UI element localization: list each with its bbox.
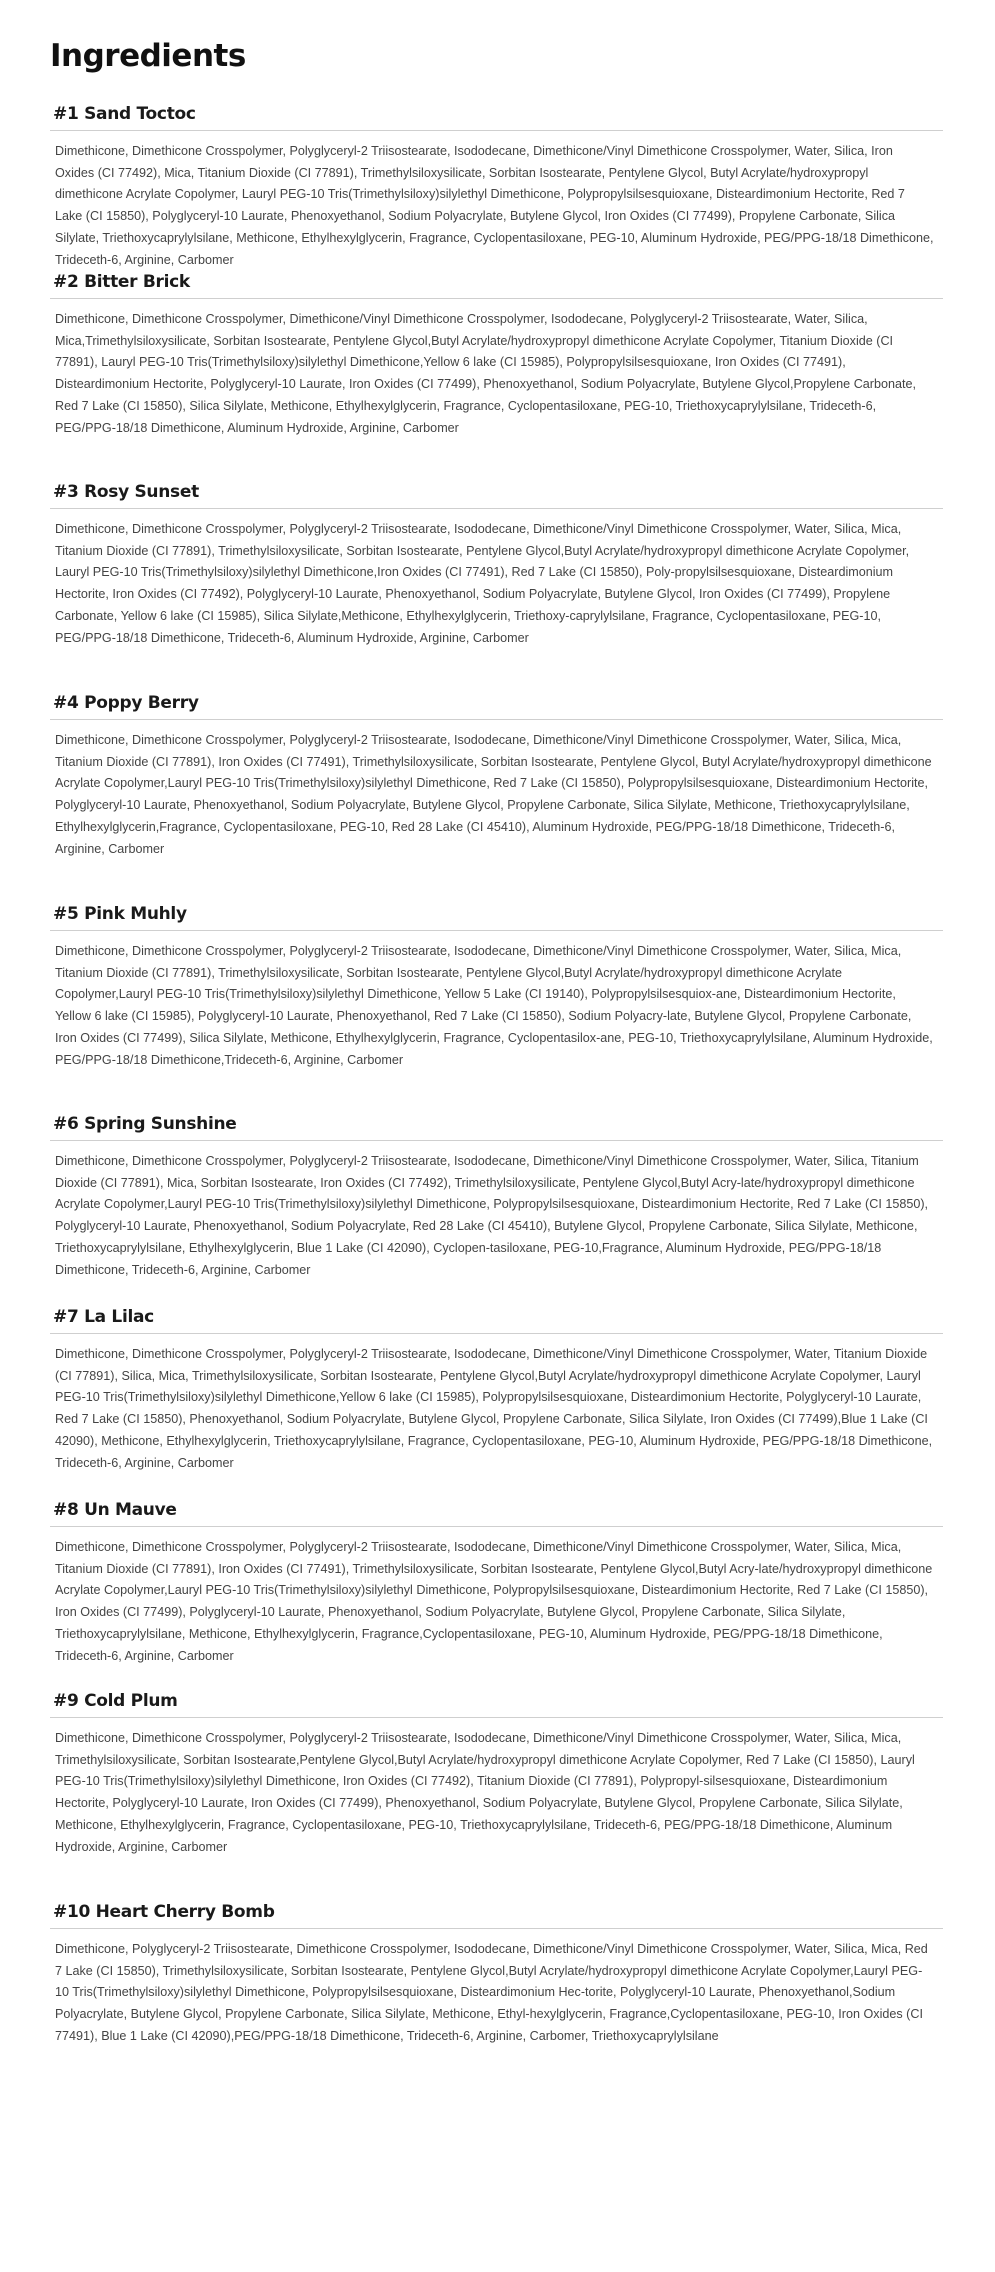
ingredient-section-4 [50,692,943,903]
section-divider [50,298,943,299]
section-title: #9 Cold Plum [53,1691,178,1711]
ingredient-section-9 [50,1690,943,1901]
ingredient-list: Dimethicone, Dimethicone Crosspolymer, Polyglyceryl-2 Triisostearate, Isododecane, Dimethicone/Vinyl Dimethicone Crosspolymer, Water, Silica, Mica, Titanium Dioxide (CI 77891), Trimethylsiloxysilicate, Sorbitan Isostearate, Pentylene Glycol,Butyl Acrylate/hydroxypropyl dimethicone Acrylate Copolymer, Lauryl PEG-10 Tris(Trimethylsiloxy)silylethyl Dimethicone,Iron Oxides (CI 77491), Red 7 Lake (CI 15850), Poly-propylsilsesquioxane, Disteardimonium Hectorite, Iron Oxides (CI 77492), Polyglyceryl-10 Laurate, Phenoxyethanol, Sodium Polyacrylate, Butylene Glycol, Iron Oxides (CI 77499), Propylene Carbonate, Yellow 6 lake (CI 15985), Silica Silylate,Methicone, Ethylhexylglycerin, Triethoxy-caprylylsilane, Fragrance, Cyclopentasiloxane, PEG-10, PEG/PPG-18/18 Dimethicone, Trideceth-6, Aluminum Hydroxide, Arginine, Carbomer [55,522,910,645]
ingredient-section-5 [50,903,943,1113]
ingredient-list: Dimethicone, Dimethicone Crosspolymer, Dimethicone/Vinyl Dimethicone Crosspolymer, Isododecane, Polyglyceryl-2 Triisostearate, Water, Silica, Mica,Trimethylsiloxysilicate, Sorbitan Isostearate, Pentylene Glycol,Butyl Acrylate/hydroxypropyl dimethicone Acrylate Copolymer, Titanium Dioxide (CI 77891), Lauryl PEG-10 Tris(Trimethylsiloxy)silylethyl Dimethicone,Yellow 6 lake (CI 15985), Polypropylsilsesquioxane, Iron Oxides (CI 77491), Disteardimonium Hectorite, Polyglyceryl-10 Laurate, Iron Oxides (CI 77499), Phenoxyethanol, Sodium Polyacrylate, Butylene Glycol,Propylene Carbonate, Red 7 Lake (CI 15850), Silica Silylate, Methicone, Ethylhexylglycerin, Fragrance, Cyclopentasiloxane, PEG-10, Triethoxycaprylylsilane, Trideceth-6, PEG/PPG-18/18 Dimethicone, Aluminum Hydroxide, Arginine, Carbomer [55,312,916,435]
section-divider [50,930,943,931]
ingredient-list: Dimethicone, Dimethicone Crosspolymer, Polyglyceryl-2 Triisostearate, Isododecane, Dimethicone/Vinyl Dimethicone Crosspolymer, Water, Titanium Dioxide (CI 77891), Silica, Mica, Trimethylsiloxysilicate, Sorbitan Isostearate, Pentylene Glycol,Butyl Acrylate/hydroxypropyl dimethicone Acrylate Copolymer, Lauryl PEG-10 Tris(Trimethylsiloxy)silylethyl Dimethicone,Yellow 6 lake (CI 15985), Polypropylsilsesquioxane, Disteardimonium Hectorite, Polyglyceryl-10 Laurate, Red 7 Lake (CI 15850), Phenoxyethanol, Sodium Polyacrylate, Butylene Glycol, Propylene Carbonate, Silica Silylate, Iron Oxides (CI 77499),Blue 1 Lake (CI 42090), Methicone, Ethylhexylglycerin, Triethoxycaprylylsilane, Fragrance, Cyclopentasiloxane, PEG-10, Aluminum Hydroxide, PEG/PPG-18/18 Dimethicone, Trideceth-6, Arginine, Carbomer [55,1347,933,1470]
ingredient-list: Dimethicone, Dimethicone Crosspolymer, Polyglyceryl-2 Triisostearate, Isododecane, Dimethicone/Vinyl Dimethicone Crosspolymer, Water, Silica, Mica, Titanium Dioxide (CI 77891), Iron Oxides (CI 77491), Trimethylsiloxysilicate, Sorbitan Isostearate, Pentylene Glycol,Butyl Acry-late/hydroxypropyl dimethicone Acrylate Copolymer,Lauryl PEG-10 Tris(Trimethylsiloxy)silylethyl Dimethicone, Polypropylsilsesquioxane, Disteardimonium Hectorite, Red 7 Lake (CI 15850), Iron Oxides (CI 77499), Polyglyceryl-10 Laurate, Phenoxyethanol, Sodium Polyacrylate, Butylene Glycol, Propylene Carbonate, Silica Silylate, Triethoxycaprylylsilane, Methicone, Ethylhexylglycerin, Fragrance,Cyclopentasiloxane, PEG-10, Aluminum Hydroxide, PEG/PPG-18/18 Dimethicone, Trideceth-6, Arginine, Carbomer [55,1540,933,1663]
ingredient-section-10 [50,1901,943,2081]
section-title: #1 Sand Toctoc [53,104,196,124]
ingredient-list: Dimethicone, Polyglyceryl-2 Triisostearate, Dimethicone Crosspolymer, Isododecane, Dimethicone/Vinyl Dimethicone Crosspolymer, Water, Silica, Mica, Red 7 Lake (CI 15850), Trimethylsiloxysilicate, Sorbitan Isostearate, Pentylene Glycol,Butyl Acrylate/hydroxypropyl dimethicone Acrylate Copolymer,Lauryl PEG-10 Tris(Trimethylsiloxy)silylethyl Dimethicone, Polypropylsilsesquioxane, Disteardimonium Hec-torite, Polyglyceryl-10 Laurate, Phenoxyethanol,Sodium Polyacrylate, Butylene Glycol, Propylene Carbonate, Silica Silylate, Methicone, Ethyl-hexylglycerin, Fragrance,Cyclopentasiloxane, PEG-10, Iron Oxides (CI 77491), Blue 1 Lake (CI 42090),PEG/PPG-18/18 Dimethicone, Trideceth-6, Arginine, Carbomer, Triethoxycaprylylsilane [55,1942,928,2043]
ingredient-section-3 [50,481,943,692]
section-divider [50,130,943,131]
section-title: #5 Pink Muhly [53,904,187,924]
section-title: #10 Heart Cherry Bomb [53,1902,275,1922]
section-divider [50,1717,943,1718]
page-title: Ingredients [50,38,246,74]
ingredient-section-6 [50,1113,943,1306]
section-divider [50,508,943,509]
ingredient-list: Dimethicone, Dimethicone Crosspolymer, Polyglyceryl-2 Triisostearate, Isododecane, Dimethicone/Vinyl Dimethicone Crosspolymer, Water, Silica, Mica, Trimethylsiloxysilicate, Sorbitan Isostearate,Pentylene Glycol,Butyl Acrylate/hydroxypropyl dimethicone Acrylate Copolymer, Red 7 Lake (CI 15850), Lauryl PEG-10 Tris(Trimethylsiloxy)silylethyl Dimethicone, Iron Oxides (CI 77492), Titanium Dioxide (CI 77891), Polypropyl-silsesquioxane, Disteardimonium Hectorite, Polyglyceryl-10 Laurate, Iron Oxides (CI 77499), Phenoxyethanol, Sodium Polyacrylate, Butylene Glycol, Propylene Carbonate, Silica Silylate, Methicone, Ethylhexylglycerin, Fragrance, Cyclopentasiloxane, PEG-10, Triethoxycaprylylsilane, Trideceth-6, PEG/PPG-18/18 Dimethicone, Aluminum Hydroxide, Arginine, Carbomer [55,1731,915,1854]
section-title: #2 Bitter Brick [53,272,190,292]
section-title: #7 La Lilac [53,1307,154,1327]
section-title: #6 Spring Sunshine [53,1114,237,1134]
ingredient-section-8 [50,1499,943,1690]
section-title: #3 Rosy Sunset [53,482,199,502]
section-divider [50,1526,943,1527]
section-divider [50,1140,943,1141]
ingredient-section-2 [50,271,943,481]
section-title: #8 Un Mauve [53,1500,177,1520]
ingredient-list: Dimethicone, Dimethicone Crosspolymer, Polyglyceryl-2 Triisostearate, Isododecane, Dimethicone/Vinyl Dimethicone Crosspolymer, Water, Silica, Mica, Titanium Dioxide (CI 77891), Iron Oxides (CI 77491), Trimethylsiloxysilicate, Sorbitan Isostearate, Pentylene Glycol, Butyl Acrylate/hydroxypropyl dimethicone Acrylate Copolymer,Lauryl PEG-10 Tris(Trimethylsiloxy)silylethyl Dimethicone, Red 7 Lake (CI 15850), Polypropylsilsesquioxane, Disteardimonium Hectorite, Polyglyceryl-10 Laurate, Phenoxyethanol, Sodium Polyacrylate, Butylene Glycol, Propylene Carbonate, Silica Silylate, Methicone, Triethoxycaprylylsilane, Ethylhexylglycerin,Fragrance, Cyclopentasiloxane, PEG-10, Red 28 Lake (CI 45410), Aluminum Hydroxide, PEG/PPG-18/18 Dimethicone, Trideceth-6, Arginine, Carbomer [55,733,932,856]
section-title: #4 Poppy Berry [53,693,199,713]
ingredient-list: Dimethicone, Dimethicone Crosspolymer, Polyglyceryl-2 Triisostearate, Isododecane, Dimethicone/Vinyl Dimethicone Crosspolymer, Water, Silica, Titanium Dioxide (CI 77891), Mica, Sorbitan Isostearate, Iron Oxides (CI 77492), Trimethylsiloxysilicate, Pentylene Glycol,Butyl Acry-late/hydroxypropyl dimethicone Acrylate Copolymer,Lauryl PEG-10 Tris(Trimethylsiloxy)silylethyl Dimethicone, Polypropylsilsesquioxane, Disteardimonium Hectorite, Red 7 Lake (CI 15850), Polyglyceryl-10 Laurate, Phenoxyethanol, Sodium Polyacrylate, Red 28 Lake (CI 45410), Butylene Glycol, Propylene Carbonate, Silica Silylate, Methicone, Triethoxycaprylylsilane, Ethylhexylglycerin, Blue 1 Lake (CI 42090), Cyclopen-tasiloxane, PEG-10,Fragrance, Aluminum Hydroxide, PEG/PPG-18/18 Dimethicone, Trideceth-6, Arginine, Carbomer [55,1154,929,1277]
ingredient-section-1 [50,103,943,271]
section-divider [50,1928,943,1929]
ingredient-list: Dimethicone, Dimethicone Crosspolymer, Polyglyceryl-2 Triisostearate, Isododecane, Dimethicone/Vinyl Dimethicone Crosspolymer, Water, Silica, Iron Oxides (CI 77492), Mica, Titanium Dioxide (CI 77891), Trimethylsiloxysilicate, Sorbitan Isostearate, Pentylene Glycol, Butyl Acrylate/hydroxypropyl dimethicone Acrylate Copolymer, Lauryl PEG-10 Tris(Trimethylsiloxy)silylethyl Dimethicone, Polypropylsilsesquioxane, Disteardimonium Hectorite, Red 7 Lake (CI 15850), Polyglyceryl-10 Laurate, Phenoxyethanol, Sodium Polyacrylate, Butylene Glycol, Iron Oxides (CI 77499), Propylene Carbonate, Silica Silylate, Triethoxycaprylylsilane, Methicone, Ethylhexylglycerin, Fragrance, Cyclopentasiloxane, PEG-10, Aluminum Hydroxide, PEG/PPG-18/18 Dimethicone, Trideceth-6, Arginine, Carbomer [55,144,934,267]
section-divider [50,719,943,720]
ingredient-section-7 [50,1306,943,1499]
ingredient-list: Dimethicone, Dimethicone Crosspolymer, Polyglyceryl-2 Triisostearate, Isododecane, Dimethicone/Vinyl Dimethicone Crosspolymer, Water, Silica, Mica, Titanium Dioxide (CI 77891), Trimethylsiloxysilicate, Sorbitan Isostearate, Pentylene Glycol,Butyl Acrylate/hydroxypropyl dimethicone Acrylate Copolymer,Lauryl PEG-10 Tris(Trimethylsiloxy)silylethyl Dimethicone, Yellow 5 Lake (CI 19140), Polypropylsilsesquiox-ane, Disteardimonium Hectorite, Yellow 6 lake (CI 15985), Polyglyceryl-10 Laurate, Phenoxyethanol, Red 7 Lake (CI 15850), Sodium Polyacry-late, Butylene Glycol, Propylene Carbonate, Iron Oxides (CI 77499), Silica Silylate, Methicone, Ethylhexylglycerin, Fragrance, Cyclopentasilox-ane, PEG-10, Triethoxycaprylylsilane, Aluminum Hydroxide, PEG/PPG-18/18 Dimethicone,Trideceth-6, Arginine, Carbomer [55,944,933,1067]
section-divider [50,1333,943,1334]
